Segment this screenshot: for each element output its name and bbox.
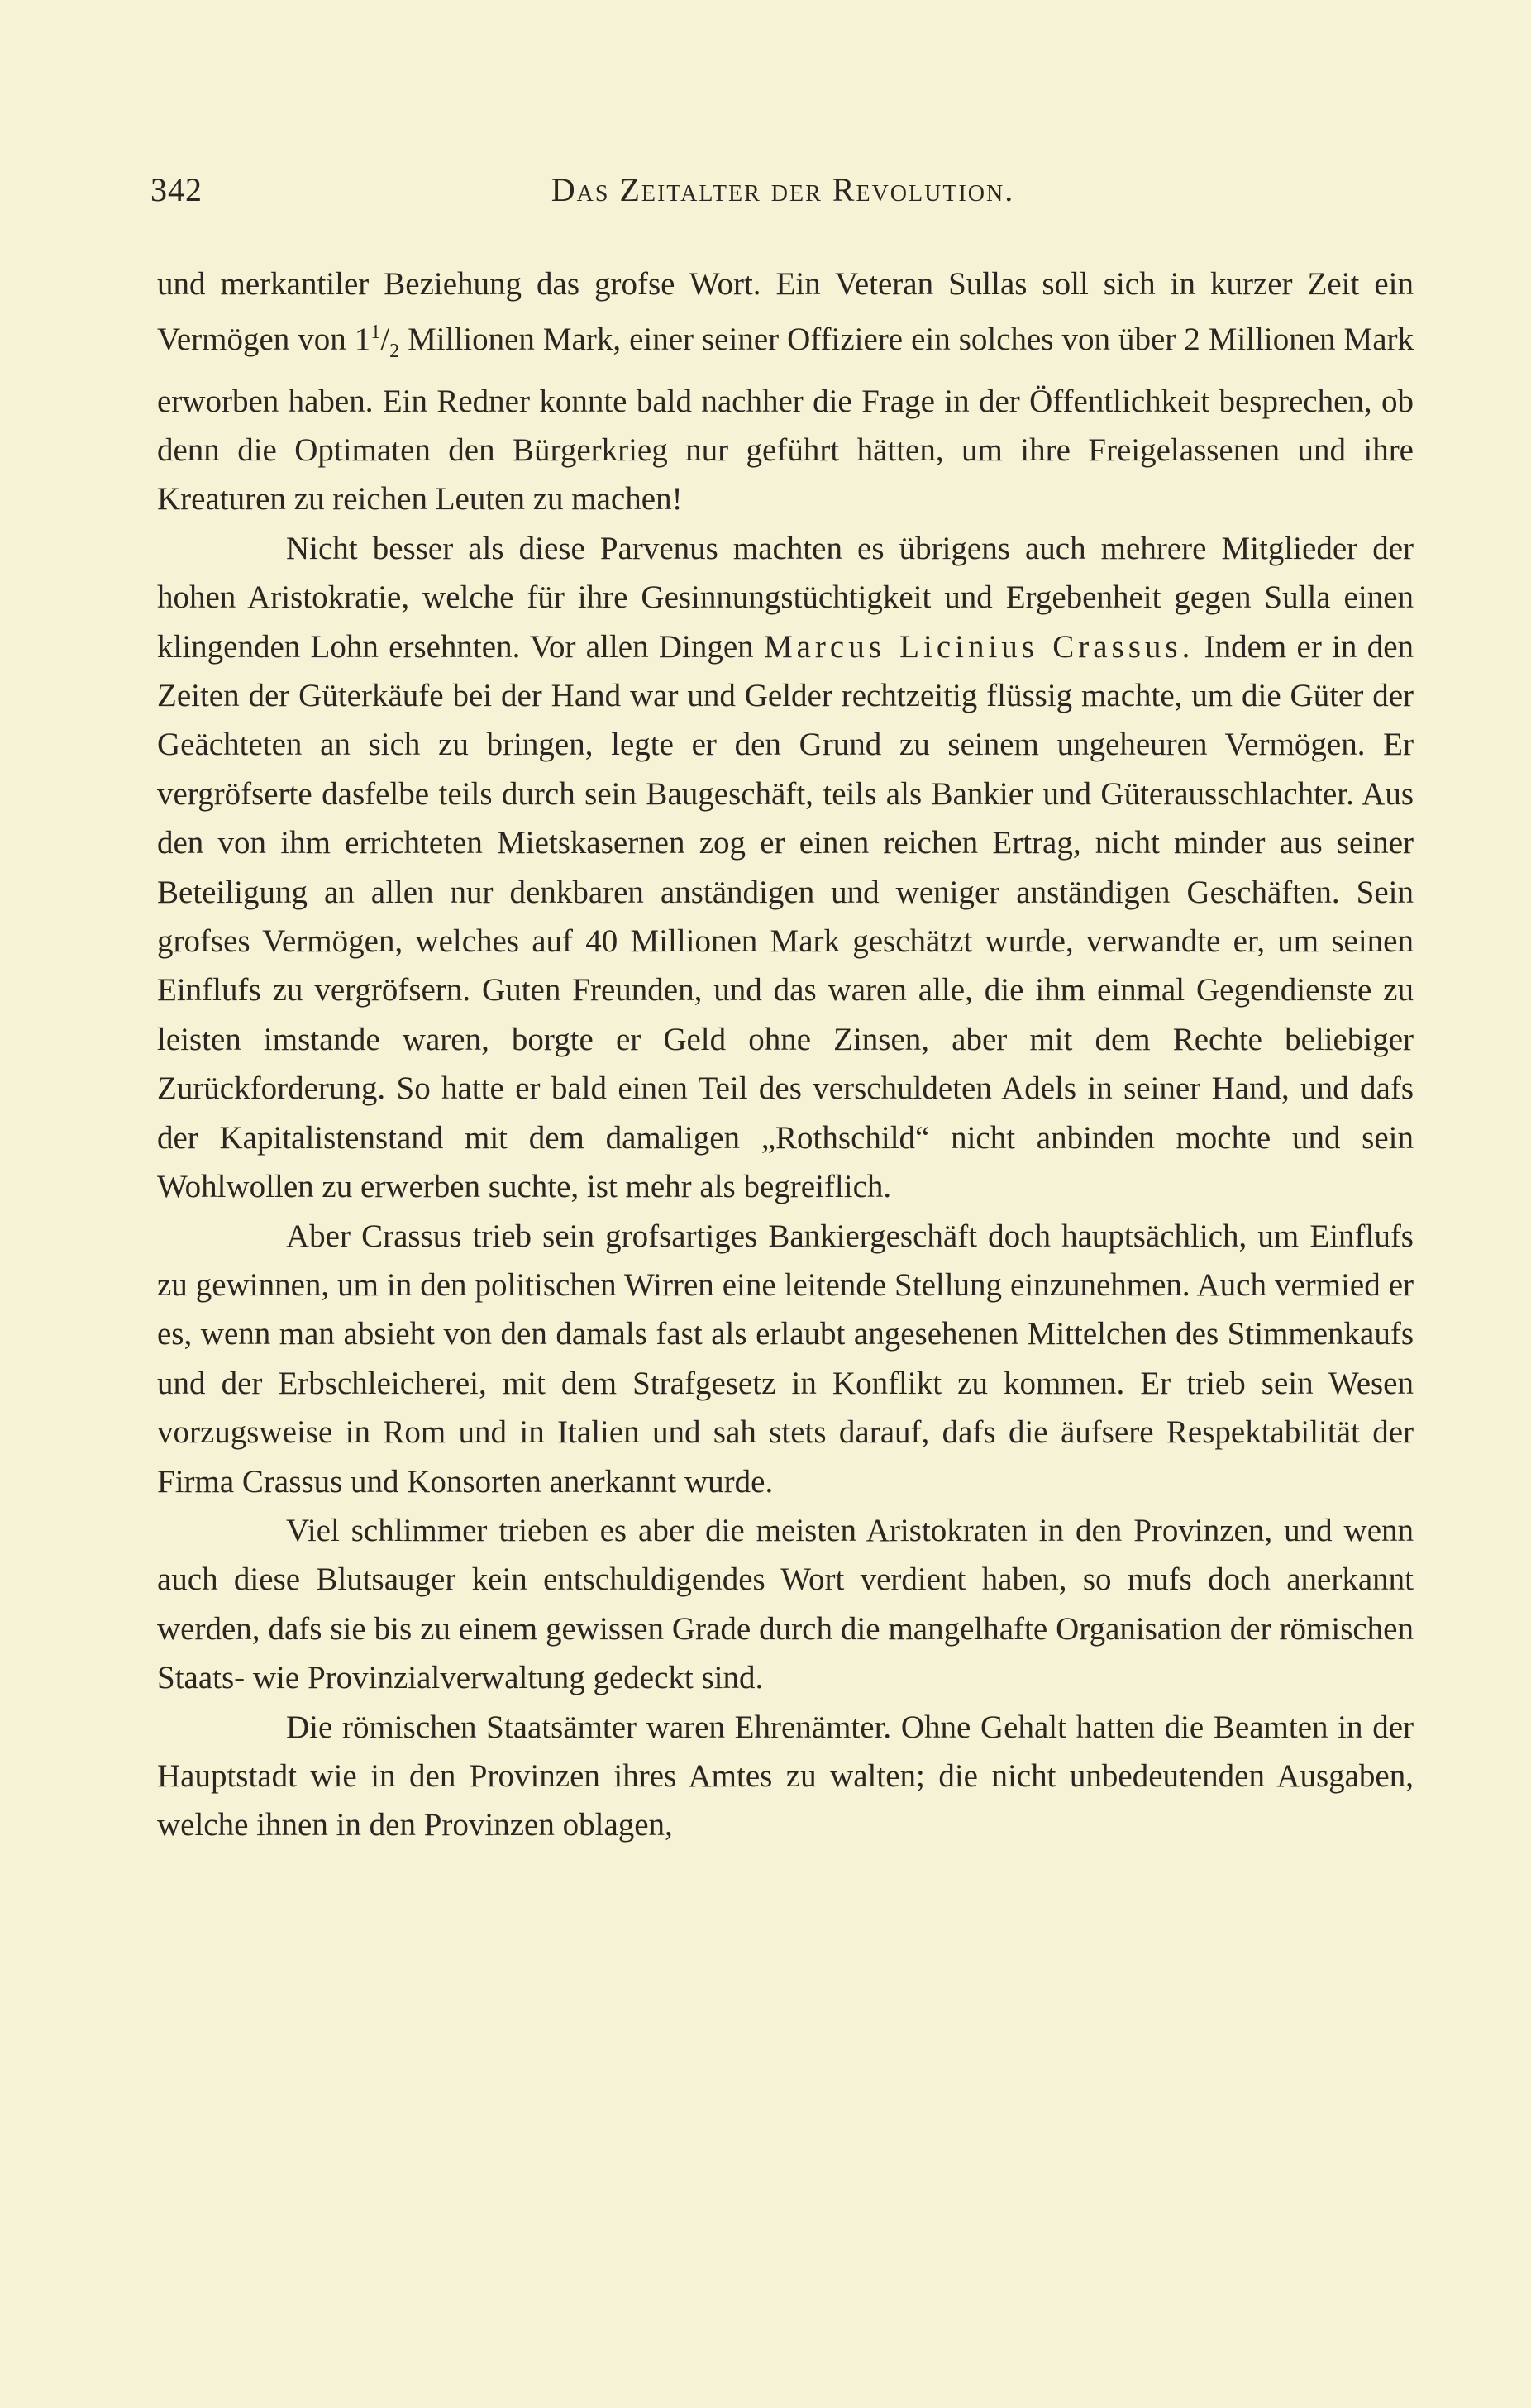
fraction-denominator: 2 xyxy=(389,341,400,363)
paragraph-1-text-a: und merkantiler Beziehung das grofse Wort. Ein Veteran Sullas soll sich in kurzer Zeit ein Vermögen von 1 xyxy=(157,266,1414,358)
paragraph-4: Viel schlimmer trieben es aber die meisten Aristokraten in den Provinzen, und wenn auch diese Blutsauger kein entschuldigendes Wort verdient haben, so mufs doch anerkannt werden, dafs sie bis zu einem gewissen Grade durch die mangelhafte Organisation der römischen Staats- wie Provinzialverwaltung gedeckt sind. xyxy=(157,1512,1414,1696)
paragraph-2-text-a: Nicht besser als diese Parvenus machten es übrigens auch mehrere Mitglieder der hohen Aristokratie, welche für ihre Gesinnungstüchtigkeit und Ergebenheit gegen Sulla einen klingenden Lohn ersehnten. Vor allen Dingen xyxy=(157,530,1414,665)
paragraph-1: und merkantiler Beziehung das grofse Wort. Ein Veteran Sullas soll sich in kurzer Zeit ein Vermögen von $1^1/_2$ Millionen Mark, einer seiner Offiziere ein solches von über 2 Millionen Mark erworben haben. Ein Redner konnte bald nachher die Frage in der Öffentlichkeit besprechen, ob denn die Optimaten den Bürgerkrieg nur geführt hätten, um ihre Freigelassenen und ihre Kreaturen zu reichen Leuten zu machen! xyxy=(157,266,1414,517)
paragraph-2-text-b: Indem er in den Zeiten der Güterkäufe bei der Hand war und Gelder rechtzeitig flüssig machte, um die Güter der Geächteten an sich zu bringen, legte er den Grund zu seinem ungeheuren Vermögen. Er vergröfserte dasfelbe teils durch sein Baugeschäft, teils als Bankier und Güterausschlachter. Aus den von ihm errichteten Mietskasernen zog er einen reichen Ertrag, nicht minder aus seiner Beteiligung an allen nur denkbaren anständigen und weniger anständigen Geschäften. Sein grofses Vermögen, welches auf 40 Millionen Mark geschätzt wurde, verwandte er, um seinen Einflufs zu vergröfsern. Guten Freunden, und das waren alle, die ihm einmal Gegendienste zu leisten imstande waren, borgte er Geld ohne Zinsen, aber mit dem Rechte beliebiger Zurückforderung. So hatte er bald einen Teil des verschuldeten Adels in seiner Hand, und dafs der Kapitalistenstand mit dem damaligen „Rothschild“ nicht anbinden mochte und sein Wohlwollen zu erwerben suchte, ist mehr als begreiflich. xyxy=(157,628,1414,1205)
paragraph-5: Die römischen Staatsämter waren Ehrenämter. Ohne Gehalt hatten die Beamten in der Hauptstadt wie in den Provinzen ihres Amtes zu walten; die nicht unbedeutenden Ausgaben, welche ihnen in den Provinzen oblagen, xyxy=(157,1709,1414,1843)
emphasized-name: Marcus Licinius Crassus. xyxy=(763,628,1195,665)
page-number: 342 xyxy=(150,171,203,208)
paragraph-3: Aber Crassus trieb sein grofsartiges Bankiergeschäft doch hauptsächlich, um Einflufs zu gewinnen, um in den politischen Wirren eine leitende Stellung einzunehmen. Auch vermied er es, wenn man absieht von den damals fast als erlaubt angesehenen Mittelchen des Stimmenkaufs und der Erbschleicherei, mit dem Strafgesetz in Konflikt zu kommen. Er trieb sein Wesen vorzugsweise in Rom und in Italien und sah stets darauf, dafs die äufsere Respektabilität der Firma Crassus und Konsorten anerkannt wurde. xyxy=(157,1218,1414,1500)
paragraph-1-text-b: Millionen Mark, einer seiner Offiziere ein solches von über 2 Millionen Mark erworben haben. Ein Redner konnte bald nachher die Frage in der Öffentlichkeit besprechen, ob denn die Optimaten den Bürgerkrieg nur geführt hätten, um ihre Freigelassenen und ihre Kreaturen zu reichen Leuten zu machen! xyxy=(157,322,1414,517)
fraction-numerator: 1 xyxy=(370,322,381,344)
chapter-title: Das Zeitalter der Revolution. xyxy=(551,171,1015,208)
body-text xyxy=(157,260,1414,1850)
running-head xyxy=(150,170,1415,220)
paragraph-2 xyxy=(157,524,1414,1212)
